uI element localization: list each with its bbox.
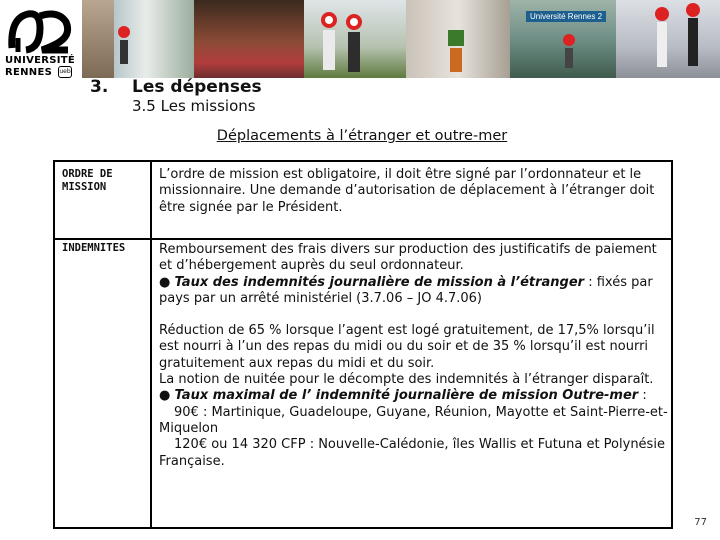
page-number: 77 <box>694 517 707 528</box>
column-divider <box>150 162 152 527</box>
ueb-badge: ueb <box>58 66 72 78</box>
section-title: Les dépenses <box>132 77 262 97</box>
paragraph: La notion de nuitée pour le décompte des indemnités à l’étranger disparaît. <box>159 372 654 388</box>
row-text-indemnites <box>159 242 671 470</box>
rate-line: 120€ ou 14 320 CFP : Nouvelle-Calédonie, îles Wallis et Futuna et Polynésie Française. <box>159 437 665 469</box>
row-label-ordre-de-mission <box>62 168 113 194</box>
rate-line: 90€ : Martinique, Guadeloupe, Guyane, Réunion, Mayotte et Saint-Pierre-et-Miquelon <box>159 404 668 436</box>
logo-text-line2: RENNES <box>5 67 53 78</box>
bullet-title: Taux maximal de l’ indemnité journalière de mission Outre-mer <box>174 388 639 404</box>
banner-figures-icon <box>82 0 720 78</box>
logo-text-line1: UNIVERSITÉ <box>5 55 76 66</box>
bullet-title: Taux des indemnités journalière de mission à l’étranger <box>174 274 585 290</box>
photo-banner <box>82 0 720 78</box>
bullet-item <box>159 388 671 404</box>
row-divider <box>55 238 671 240</box>
paragraph: Réduction de 65 % lorsque l’agent est logé gratuitement, de 17,5% lorsqu’il est nourri à l’un des repas du midi ou du soir et de 35 % lorsqu’il est nourri gratuitement aux repas du midi et du soir. <box>159 323 655 371</box>
banner-sign: Université Rennes 2 <box>526 11 606 22</box>
bullet-icon: ● <box>159 274 171 290</box>
bullet-text: : fixés par pays par un arrêté ministériel (3.7.06 – JO 4.7.06) <box>159 274 653 306</box>
subsection-title: 3.5 Les missions <box>132 97 256 115</box>
row-label-line: ORDRE DE <box>62 168 113 180</box>
row-label-line: MISSION <box>62 181 107 193</box>
table-heading: Déplacements à l’étranger et outre-mer <box>216 128 508 144</box>
row-text-ordre-de-mission: L’ordre de mission est obligatoire, il doit être signé par l’ordonnateur et le missionnaire. Une demande d’autorisation de déplacement à l’étranger doit être signée par le Président. <box>159 167 655 215</box>
missions-table <box>53 160 673 529</box>
bullet-icon: ● <box>159 388 171 404</box>
row-label-indemnites: INDEMNITES <box>62 242 126 254</box>
bullet-text: : <box>638 388 647 404</box>
paragraph: Remboursement des frais divers sur production des justificatifs de paiement et d’hébergement auprès du seul ordonnateur. <box>159 242 657 274</box>
rennes2-logo-icon <box>6 8 72 54</box>
section-number: 3. <box>90 77 109 97</box>
university-logo <box>0 0 80 80</box>
bullet-item <box>159 275 671 308</box>
